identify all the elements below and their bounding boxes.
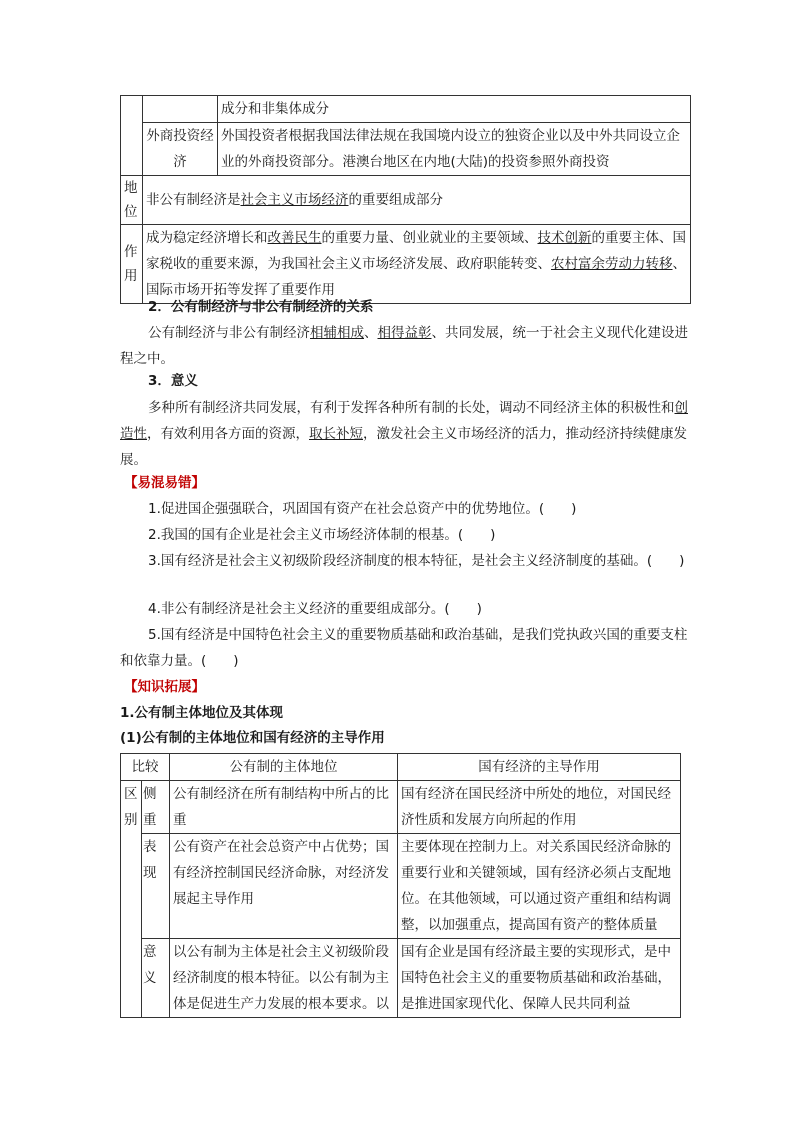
header-cell: 国有经济的主导作用 [398,754,681,781]
table-row [121,123,691,176]
cell-text: 成分和非集体成分 [221,101,329,117]
table-cell: 国有企业是国有经济最主要的实现形式，是中国特色社会主义的重要物质基础和政治基础，是推进国家现代化、保障人民共同利益 [398,939,681,1018]
table-cell: 公有制经济在所有制结构中所占的比重 [170,781,398,834]
subheading: (1)公有制的主体地位和国有经济的主导作用 [120,730,385,746]
row-label: 表现 [142,834,170,939]
paragraph: 多种所有制经济共同发展，有利于发挥各种所有制的长处，调动不同经济主体的积极性和创造性，有效利用各方面的资源，取长补短，激发社会主义市场经济的活力，推动经济持续健康发展。 [120,400,688,468]
comparison-table [120,753,681,1018]
confusion-heading: 【易混易错】 [124,475,205,491]
row-label: 意义 [142,939,170,1018]
table-header-row [121,754,681,781]
row-label: 侧重 [142,781,170,834]
section-heading: 2．公有制经济与非公有制经济的关系 [148,299,374,315]
table-cell: 公有资产在社会总资产中占优势；国有经济控制国民经济命脉，对经济发展起主导作用 [170,834,398,939]
row-label: 外商投资经济 [143,123,218,176]
quiz-item: 3.国有经济是社会主义初级阶段经济制度的根本特征，是社会主义经济制度的基础。( ) [148,553,685,569]
quiz-item: 5.国有经济是中国特色社会主义的重要物质基础和政治基础，是我们党执政兴国的重要支柱和依靠力量。( ) [120,627,688,669]
table-cell [218,123,691,176]
quiz-item: 1.促进国企强强联合，巩固国有资产在社会总资产中的优势地位。( ) [148,501,577,517]
table-cell: 非公有制经济是社会主义市场经济的重要组成部分 [143,176,691,225]
table-row [121,225,691,304]
table-cell: 成为稳定经济增长和改善民生的重要力量、创业就业的主要领域、技术创新的重要主体、国家税收的重要来源，为我国社会主义市场经济发展、政府职能转变、农村富余劳动力转移、国际市场开拓等发挥了重要作用 [143,225,691,304]
table-cell [218,96,691,123]
extension-heading: 【知识拓展】 [124,679,205,695]
header-cell: 比较 [121,754,170,781]
quiz-item: 4.非公有制经济是社会主义经济的重要组成部分。( ) [148,601,482,617]
table-cell [143,96,218,123]
paragraph: 公有制经济与非公有制经济相辅相成、相得益彰、共同发展，统一于社会主义现代化建设进程之中。 [120,325,688,367]
table-row [121,96,691,123]
cell-text: 外国投资者根据我国法律法规在我国境内设立的独资企业以及中外共同设立企业的外商投资部分。港澳台地区在内地(大陆)的投资参照外商投资 [221,128,680,170]
row-label: 地位 [121,176,143,225]
table-row [121,939,681,1018]
section-heading: 3．意义 [148,373,198,389]
table-row [121,834,681,939]
quiz-item: 2.我国的国有企业是社会主义市场经济体制的根基。( ) [148,527,496,543]
table-row [121,781,681,834]
table-row [121,176,691,225]
header-cell: 公有制的主体地位 [170,754,398,781]
table-cell: 以公有制为主体是社会主义初级阶段经济制度的根本特征。以公有制为主体是促进生产力发展的根本要求。以 [170,939,398,1018]
table-cell [121,96,143,176]
ownership-table [120,95,691,304]
group-label: 区别 [121,781,142,1018]
subheading: 1.公有制主体地位及其体现 [120,705,284,721]
table-cell: 主要体现在控制力上。对关系国民经济命脉的重要行业和关键领域，国有经济必须占支配地位。在其他领域，可以通过资产重组和结构调整，以加强重点，提高国有资产的整体质量 [398,834,681,939]
table-cell: 国有经济在国民经济中所处的地位，对国民经济性质和发展方向所起的作用 [398,781,681,834]
row-label: 作用 [121,225,143,304]
